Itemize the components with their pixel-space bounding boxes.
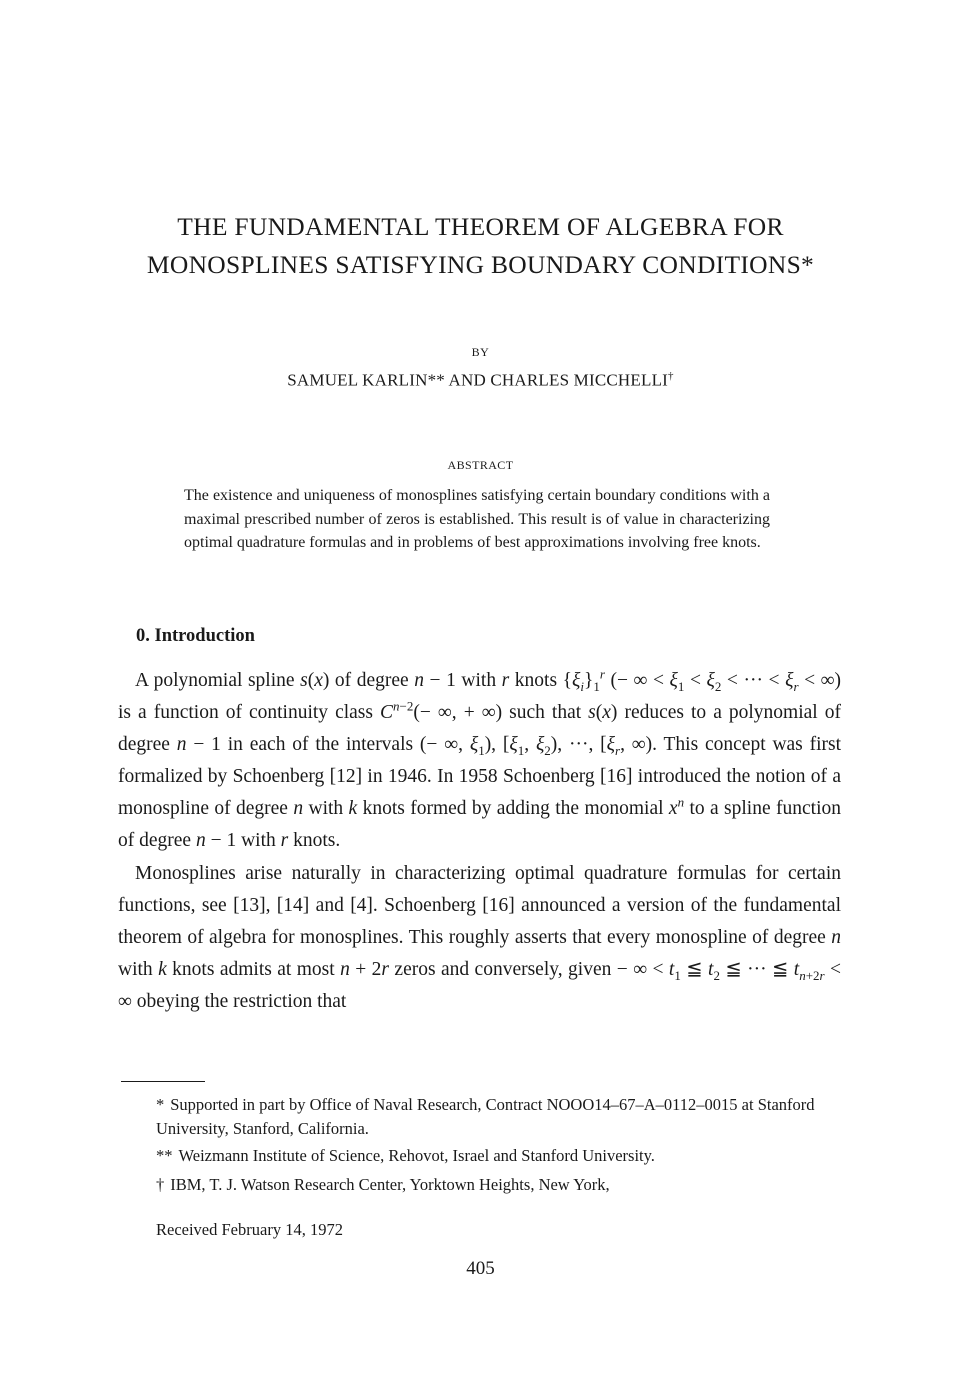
body-text (118, 665, 841, 1018)
footnote-2 (120, 1144, 845, 1168)
footnote-1-mark: * (156, 1095, 165, 1114)
authors (0, 370, 961, 391)
paragraph-1: A polynomial spline s(x) of degree n − 1 with r knots $\{\xi_i\}_1^r$ (− ∞ < $\xi_1 < \xi_2$ < ··· < $\xi_r$ < ∞) is a function of continuity class $C^{n-2}(-$ ∞, + ∞) such that s(x) reduces to a polynomial of degree n − 1 in each of the intervals (− ∞, $\xi_1$), [$\xi_1$, $\xi_2$), ···, [$\xi_r$, ∞). This concept was first formalized by Schoenberg [12] in 1946. In 1958 Schoenberg [16] introduced the notion of a monospline of degree n with k knots formed by adding the monomial $x^n$ to a spline function of degree n − 1 with r knots. (118, 666, 842, 852)
footnote-3 (120, 1173, 845, 1197)
footnote-3-mark: † (156, 1175, 165, 1194)
footnote-2-text: Weizmann Institute of Science, Rehovot, Israel and Stanford University. (178, 1146, 655, 1165)
title-line-1: THE FUNDAMENTAL THEOREM OF ALGEBRA FOR (177, 212, 784, 241)
paragraph-2: Monosplines arise naturally in characterizing optimal quadrature formulas for certain functions, see [13], [14] and [4]. Schoenberg [16] announced a version of the fundamental theorem of algebra for monosplines. This roughly asserts that every monospline of degree n with k knots admits at most n + 2r zeros and conversely, given − ∞ < $t_1$ ≦ $t_2$ ≦ ··· ≦ $t_{n+2r}$ < ∞ obeying the restriction that (118, 862, 842, 1012)
author-names: SAMUEL KARLIN** AND CHARLES MICCHELLI (287, 370, 669, 390)
section-heading: 0. Introduction (136, 626, 255, 646)
paper-title (60, 208, 901, 284)
footnote-3-text: IBM, T. J. Watson Research Center, Yorktown Heights, New York, (170, 1175, 610, 1194)
received-date: Received February 14, 1972 (156, 1220, 343, 1239)
footnote-1 (120, 1093, 845, 1140)
abstract-label: ABSTRACT (447, 458, 514, 472)
footnote-rule (121, 1081, 205, 1082)
page-number: 405 (466, 1258, 495, 1279)
footnote-2-mark: ** (156, 1146, 173, 1165)
abstract-text: The existence and uniqueness of monosplines satisfying certain boundary conditions with a maximal prescribed number of zeros is established. This result is of value in characterizing optimal quadrature formulas and in problems of best approximations involving free knots. (184, 487, 770, 551)
by-label: BY (471, 345, 490, 359)
title-line-2: MONOSPLINES SATISFYING BOUNDARY CONDITIONS* (146, 250, 815, 279)
dagger-mark: † (668, 370, 674, 382)
footnote-1-text: Supported in part by Office of Naval Research, Contract NOOO14–67–A–0112–0015 at Stanford University, Stanford, California. (156, 1095, 815, 1138)
